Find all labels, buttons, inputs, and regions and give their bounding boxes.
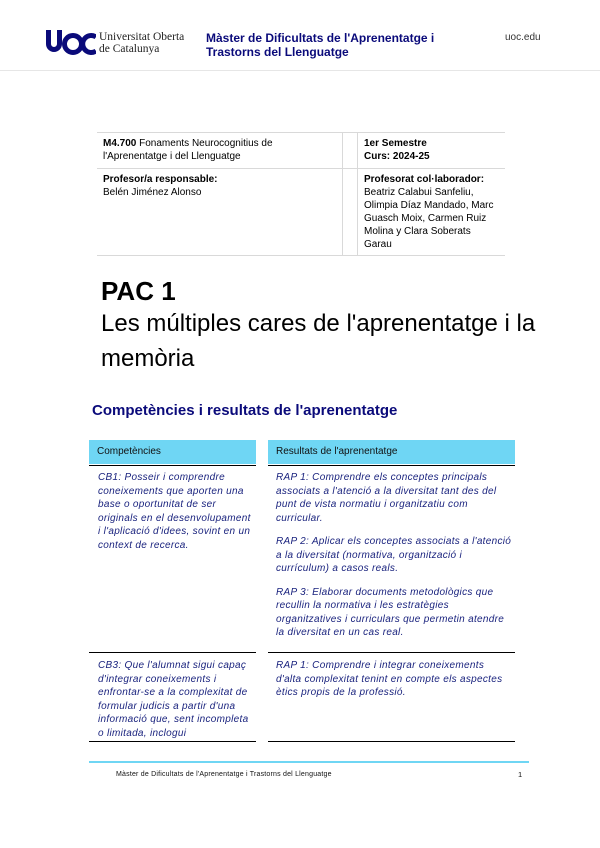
footer-text: Màster de Dificultats de l'Aprenentatge i Trastorns del Llenguatge: [116, 771, 332, 778]
professor-cell: [97, 169, 343, 256]
program-title-line1: Màster de Dificultats de l'Aprenentatge i: [206, 31, 435, 45]
academic-year: Curs: 2024-25: [364, 151, 430, 162]
assignment-number: PAC 1: [101, 276, 176, 306]
page-number: 1: [518, 770, 523, 779]
row-divider: [89, 741, 256, 742]
course-cell: [97, 133, 343, 169]
collaborators-label: Profesorat col·laborador:: [364, 174, 485, 185]
results-cell: [276, 471, 512, 650]
row-divider: [268, 741, 515, 742]
uoc-logo: [44, 26, 96, 64]
row-divider: [268, 652, 515, 653]
course-name: Fonaments Neurocognitius de l'Aprenentatge i del Llenguatge: [103, 138, 273, 162]
university-name: [99, 31, 184, 55]
spacer-cell: [343, 133, 358, 169]
results-cell: [276, 659, 512, 710]
professor-label: Profesor/a responsable:: [103, 174, 218, 185]
uoc-logo-icon: [44, 26, 96, 58]
assignment-title: Les múltiples cares de l'aprenentatge i la memòria: [101, 310, 536, 372]
header-divider: [0, 70, 600, 71]
row-divider: [89, 465, 256, 466]
university-name-line2: de Catalunya: [99, 43, 160, 55]
site-link[interactable]: uoc.edu: [505, 32, 541, 43]
row-divider: [268, 465, 515, 466]
course-code: M4.700: [103, 138, 137, 149]
result-item: RAP 1: Comprendre els conceptes principals associats a l'atenció a la diversitat tant des del punt de vista normatiu i organitzatiu com curricular.: [276, 472, 497, 524]
university-name-line1: Universitat Oberta: [99, 31, 185, 43]
row-divider: [89, 652, 256, 653]
section-heading: Competències i resultats de l'aprenentatge: [92, 402, 398, 419]
competence-cell: CB3: Que l'alumnat sigui capaç d'integrar coneixements i enfrontar-se a la complexitat de formular judicis a partir d'una informació que, sent incompleta o limitada, inclogui: [98, 660, 249, 739]
spacer-cell: [343, 169, 358, 256]
competence-cell: CB1: Posseir i comprendre coneixements que aporten una base o oportunitat de ser originals en el desenvolupament i l'aplicació d'idees, sovint en un context de recerca.: [98, 472, 251, 551]
semester-cell: [358, 133, 506, 169]
collaborators-names: Beatriz Calabui Sanfeliu, Olimpia Díaz Mandado, Marc Guasch Moix, Carmen Ruiz Molina y Clara Soberats Garau: [364, 187, 494, 250]
course-info-table: [97, 132, 505, 256]
program-title: [206, 31, 434, 59]
result-item: RAP 1: Comprendre i integrar coneixements d'alta complexitat tenint en compte els aspectes ètics propis de la professió.: [276, 660, 503, 698]
professor-name: Belén Jiménez Alonso: [103, 187, 202, 198]
result-item: RAP 2: Aplicar els conceptes associats a l'atenció a la diversitat (normativa, organització i currículum) a casos reals.: [276, 536, 512, 574]
collaborators-cell: [358, 169, 506, 256]
semester: 1er Semestre: [364, 138, 427, 149]
program-title-line2: Trastorns del Llenguatge: [206, 45, 349, 59]
column-header-results: Resultats de l'aprenentatge: [268, 440, 515, 464]
column-header-competences: Competències: [89, 440, 256, 464]
footer-divider: [89, 761, 529, 763]
result-item: RAP 3: Elaborar documents metodològics que recullin la normativa i les estratègies organitzatives i curriculars que permetin atendre la diversitat en un cas real.: [276, 586, 505, 638]
